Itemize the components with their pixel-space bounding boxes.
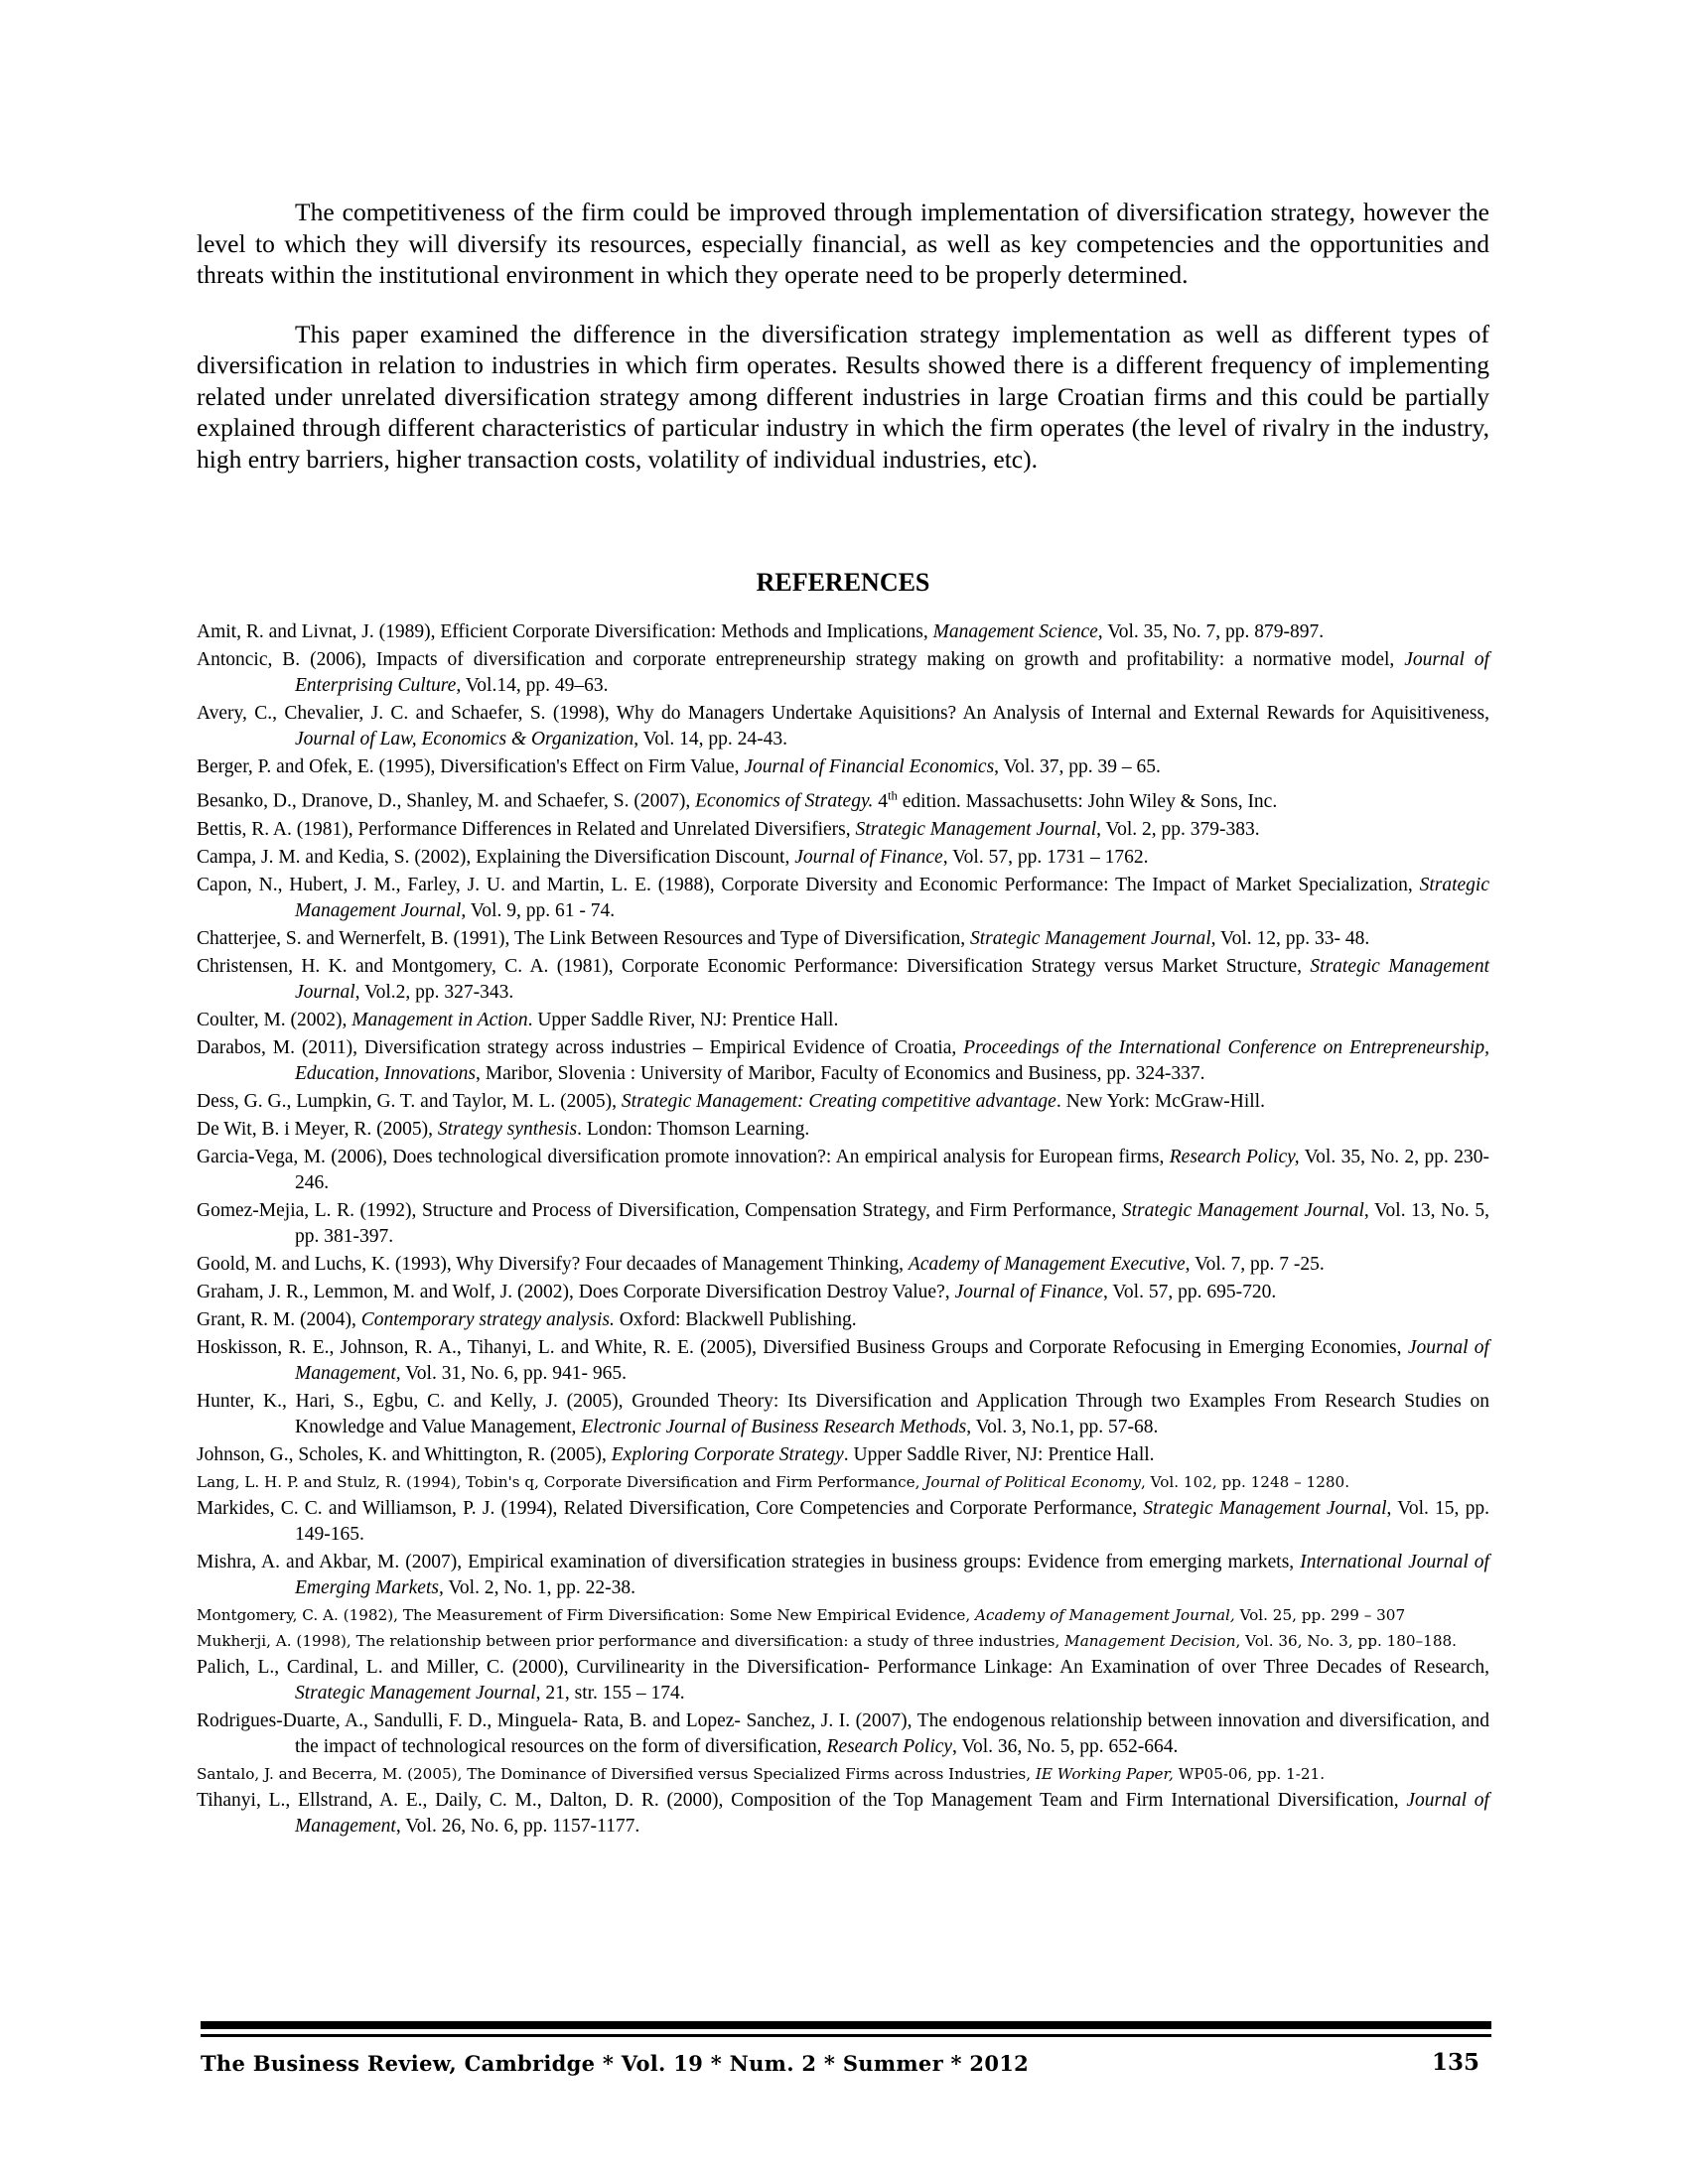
reference-text: Mishra, A. and Akbar, M. (2007), Empirical examination of diversification strategies in business groups: Evidence from emerging markets, [197,1551,1301,1572]
reference-details: , Vol. 9, pp. 61 - 74. [461,899,616,921]
reference-details: Vol. 25, pp. 299 – 307 [1234,1605,1406,1624]
reference-text: Grant, R. M. (2004), [197,1308,361,1330]
reference-details: Oxford: Blackwell Publishing. [614,1308,857,1330]
reference-text: Bettis, R. A. (1981), Performance Differences in Related and Unrelated Diversifiers, [197,818,856,840]
reference-details: , Vol. 3, No.1, pp. 57-68. [966,1416,1159,1437]
reference-details: , Vol. 102, pp. 1248 – 1280. [1141,1472,1350,1491]
reference-journal: Strategic Management Journal [855,818,1097,840]
reference-journal: IE Working Paper, [1035,1764,1174,1783]
body-paragraph-1: The competitiveness of the firm could be improved through implementation of diversification strategy, however the level to which they will diversify its resources, especially financial, as well as key competencies and the opportunities and threats within the institutional environment in which they operate need to be properly determined. [197,198,1489,289]
footer-rule [201,2021,1491,2029]
reference-item [197,1788,1489,1840]
footer-journal-info: The Business Review, Cambridge * Vol. 19 * Num. 2 * Summer * 2012 [201,2051,1030,2076]
reference-text: Palich, L., Cardinal, L. and Miller, C. (2000), Curvilinearity in the Diversification- Performance Linkage: An Examination of over Three Decades of Research, [197,1656,1489,1678]
reference-details: , Vol. 14, pp. 24-43. [633,729,788,750]
reference-item [197,647,1489,699]
reference-journal: International Journal of Emerging Markets, [295,1551,1489,1598]
reference-journal: Strategic Management Journal [295,955,1489,1003]
reference-item [197,1762,1489,1786]
reference-text: Berger, P. and Ofek, E. (1995), Diversification's Effect on Firm Value, [197,756,745,777]
reference-details: Vol. 12, pp. 33- 48. [1215,927,1370,949]
reference-details: Vol. 35, No. 2, pp. 230-246. [295,1146,1489,1193]
reference-details: . London: Thomson Learning. [577,1118,810,1140]
reference-item [197,782,1489,815]
reference-text: Hoskisson, R. E., Johnson, R. A., Tihanyi, L. and White, R. E. (2005), Diversified Business Groups and Corporate Refocusing in Emerging Economies, [197,1336,1408,1358]
reference-text: Montgomery, C. A. (1982), The Measurement of Firm Diversification: Some New Empirical Evidence, [197,1605,976,1624]
reference-journal: Proceedings of the International Conference on Entrepreneurship, Education, Innovations [295,1036,1489,1084]
reference-item [197,817,1489,843]
reference-journal: Journal of Management [295,1789,1489,1837]
reference-text: Markides, C. C. and Williamson, P. J. (1994), Related Diversification, Core Competencies and Corporate Performance, [197,1497,1144,1519]
reference-item [197,1145,1489,1196]
reference-details: , Vol. 37, pp. 39 – 65. [994,756,1161,777]
reference-journal: Strategy synthesis [437,1118,578,1140]
reference-item [197,1550,1489,1601]
reference-item [197,1198,1489,1250]
reference-text: Capon, N., Hubert, J. M., Farley, J. U. and Martin, L. E. (1988), Corporate Diversity and Economic Performance: The Impact of Market Specialization, [197,874,1420,895]
reference-journal: Electronic Journal of Business Research Methods [581,1416,967,1437]
reference-item [197,926,1489,952]
reference-journal: Management Decision [1064,1631,1236,1650]
reference-item [197,754,1489,780]
reference-item [197,1089,1489,1115]
reference-details: Vol. 31, No. 6, pp. 941- 965. [400,1362,628,1384]
reference-details: , Vol. 57, pp. 695-720. [1102,1281,1277,1302]
reference-journal: Strategic Management Journal [295,874,1489,921]
reference-details: Vol. 35, No. 7, pp. 879-897. [1102,621,1325,642]
reference-journal: Strategic Management Journal [1143,1497,1387,1519]
reference-details: Vol. 2, No. 1, pp. 22-38. [443,1576,636,1598]
reference-text: Campa, J. M. and Kedia, S. (2002), Explaining the Diversification Discount, [197,846,795,868]
reference-item [197,1280,1489,1305]
reference-text: Christensen, H. K. and Montgomery, C. A. (1981), Corporate Economic Performance: Diversification Strategy versus Market Structure, [197,955,1311,977]
reference-details: Vol.14, pp. 49–63. [461,675,609,696]
reference-details: . Upper Saddle River, NJ: Prentice Hall. [527,1009,839,1030]
reference-journal: Strategic Management Journal [1121,1199,1364,1221]
reference-item [197,1603,1489,1627]
reference-item [197,1252,1489,1278]
reference-details: , Vol. 13, No. 5, pp. 381-397. [295,1199,1489,1247]
reference-text: De Wit, B. i Meyer, R. (2005), [197,1118,438,1140]
reference-text: Lang, L. H. P. and Stulz, R. (1994), Tobin's q, Corporate Diversification and Firm Performance, [197,1472,925,1491]
reference-item [197,1035,1489,1087]
reference-item [197,1470,1489,1494]
reference-text: Dess, G. G., Lumpkin, G. T. and Taylor, M. L. (2005), [197,1090,622,1112]
page-number: 135 [1431,2049,1479,2076]
reference-journal: Strategic Management: Creating competitive advantage [621,1090,1056,1112]
reference-details: WP05-06, pp. 1-21. [1173,1764,1326,1783]
reference-journal: Strategic Management Journal, [970,927,1216,949]
reference-journal: Academy of Management Journal, [975,1605,1235,1624]
reference-item [197,1496,1489,1548]
reference-text: Chatterjee, S. and Wernerfelt, B. (1991), The Link Between Resources and Type of Diversification, [197,927,971,949]
reference-details: , Vol. 2, pp. 379-383. [1096,818,1260,840]
reference-journal: Management in Action [352,1009,528,1030]
reference-journal: Journal of Finance [954,1281,1103,1302]
reference-text: Goold, M. and Luchs, K. (1993), Why Diversify? Four decaades of Management Thinking, [197,1253,909,1275]
reference-item [197,873,1489,924]
reference-details: , Maribor, Slovenia : University of Maribor, Faculty of Economics and Business, pp. 324-337. [475,1062,1205,1084]
reference-details: , Vol. 15, pp. 149-165. [295,1497,1490,1545]
reference-journal: Economics of Strategy. [695,790,874,812]
reference-item [197,1708,1489,1760]
reference-text: Garcia-Vega, M. (2006), Does technological diversification promote innovation?: An empirical analysis for European firms, [197,1146,1170,1167]
body-paragraph-2: This paper examined the difference in the diversification strategy implementation as well as different types of diversification in relation to industries in which firm operates. Results showed there is a different frequency of implementing related under unrelated diversification strategy among different industries in large Croatian firms and this could be partially explained through different characteristics of particular industry in which the firm operates (the level of rivalry in the industry, high entry barriers, higher transaction costs, volatility of individual industries, etc). [197,319,1489,474]
reference-text: Gomez-Mejia, L. R. (1992), Structure and Process of Diversification, Compensation Strategy, and Firm Performance, [197,1199,1122,1221]
reference-text: Mukherji, A. (1998), The relationship between prior performance and diversification: a study of three industries, [197,1631,1065,1650]
conclusion-section [197,197,1489,502]
reference-details: , Vol. 36, No. 3, pp. 180–188. [1235,1631,1458,1650]
reference-text: Tihanyi, L., Ellstrand, A. E., Daily, C. M., Dalton, D. R. (2000), Composition of the Top Management Team and Firm International Diversification, [197,1789,1407,1811]
reference-item [197,1307,1489,1333]
reference-text: Graham, J. R., Lemmon, M. and Wolf, J. (2002), Does Corporate Diversification Destroy Value?, [197,1281,955,1302]
reference-details: , Vol.2, pp. 327-343. [354,981,514,1003]
reference-journal: Management Science, [932,621,1103,642]
reference-journal: Contemporary strategy analysis. [360,1308,615,1330]
reference-journal: Journal of Political Economy [924,1472,1142,1491]
reference-details: , Vol. 57, pp. 1731 – 1762. [942,846,1149,868]
reference-text: Darabos, M. (2011), Diversification strategy across industries – Empirical Evidence of Croatia, [197,1036,964,1058]
reference-details: 4th edition. Massachusetts: John Wiley & Sons, Inc. [873,788,1278,812]
reference-journal: Academy of Management Executive [908,1253,1186,1275]
reference-item [197,1655,1489,1706]
reference-journal: Research Policy, [1169,1146,1300,1167]
reference-text: Avery, C., Chevalier, J. C. and Schaefer, S. (1998), Why do Managers Undertake Aquisitions? An Analysis of Internal and External Rewards for Aquisitiveness, [197,703,1489,724]
reference-details: , Vol. 7, pp. 7 -25. [1185,1253,1325,1275]
reference-item [197,1389,1489,1440]
reference-journal: Journal of Enterprising Culture, [295,649,1489,696]
reference-item [197,619,1489,645]
reference-text: Johnson, G., Scholes, K. and Whittington, R. (2005), [197,1443,612,1465]
reference-item [197,1117,1489,1143]
reference-text: Coulter, M. (2002), [197,1009,352,1030]
reference-text: Amit, R. and Livnat, J. (1989), Efficient Corporate Diversification: Methods and Implications, [197,621,933,642]
reference-details: , 21, str. 155 – 174. [535,1682,685,1704]
reference-item [197,1335,1489,1387]
reference-item [197,1008,1489,1033]
reference-journal: Strategic Management Journal [295,1682,536,1704]
reference-item [197,954,1489,1006]
reference-journal: Research Policy [826,1735,953,1757]
reference-journal: Exploring Corporate Strategy [611,1443,844,1465]
reference-details: . Upper Saddle River, NJ: Prentice Hall. [843,1443,1155,1465]
reference-details: , Vol. 36, No. 5, pp. 652-664. [952,1735,1179,1757]
reference-text: Besanko, D., Dranove, D., Shanley, M. and Schaefer, S. (2007), [197,790,696,812]
reference-details: . New York: McGraw-Hill. [1055,1090,1265,1112]
reference-details: , Vol. 26, No. 6, pp. 1157-1177. [395,1815,640,1837]
reference-item [197,1629,1489,1653]
reference-journal: Journal of Law, Economics & Organization [295,729,634,750]
references-list [197,619,1489,1842]
reference-journal: Journal of Finance [794,846,943,868]
reference-text: Hunter, K., Hari, S., Egbu, C. and Kelly, J. (2005), Grounded Theory: Its Diversification and Application Through two Examples From Research Studies on Knowledge and Value Management, [197,1390,1489,1437]
reference-item [197,845,1489,871]
reference-item [197,1442,1489,1468]
footer-rule-thin [201,2034,1491,2037]
reference-text: Santalo, J. and Becerra, M. (2005), The Dominance of Diversified versus Specialized Firms across Industries, [197,1764,1036,1783]
reference-text: Rodrigues-Duarte, A., Sandulli, F. D., Minguela- Rata, B. and Lopez- Sanchez, J. I. (2007), The endogenous relationship between innovation and diversification, and the impact of technological resources on the form of diversification, [197,1709,1489,1757]
reference-text: Antoncic, B. (2006), Impacts of diversification and corporate entrepreneurship strategy making on growth and profitability: a normative model, [197,649,1405,670]
reference-item [197,701,1489,752]
reference-journal: Journal of Financial Economics [744,756,995,777]
reference-journal: Journal of Management, [295,1336,1489,1384]
references-heading: REFERENCES [756,568,930,597]
